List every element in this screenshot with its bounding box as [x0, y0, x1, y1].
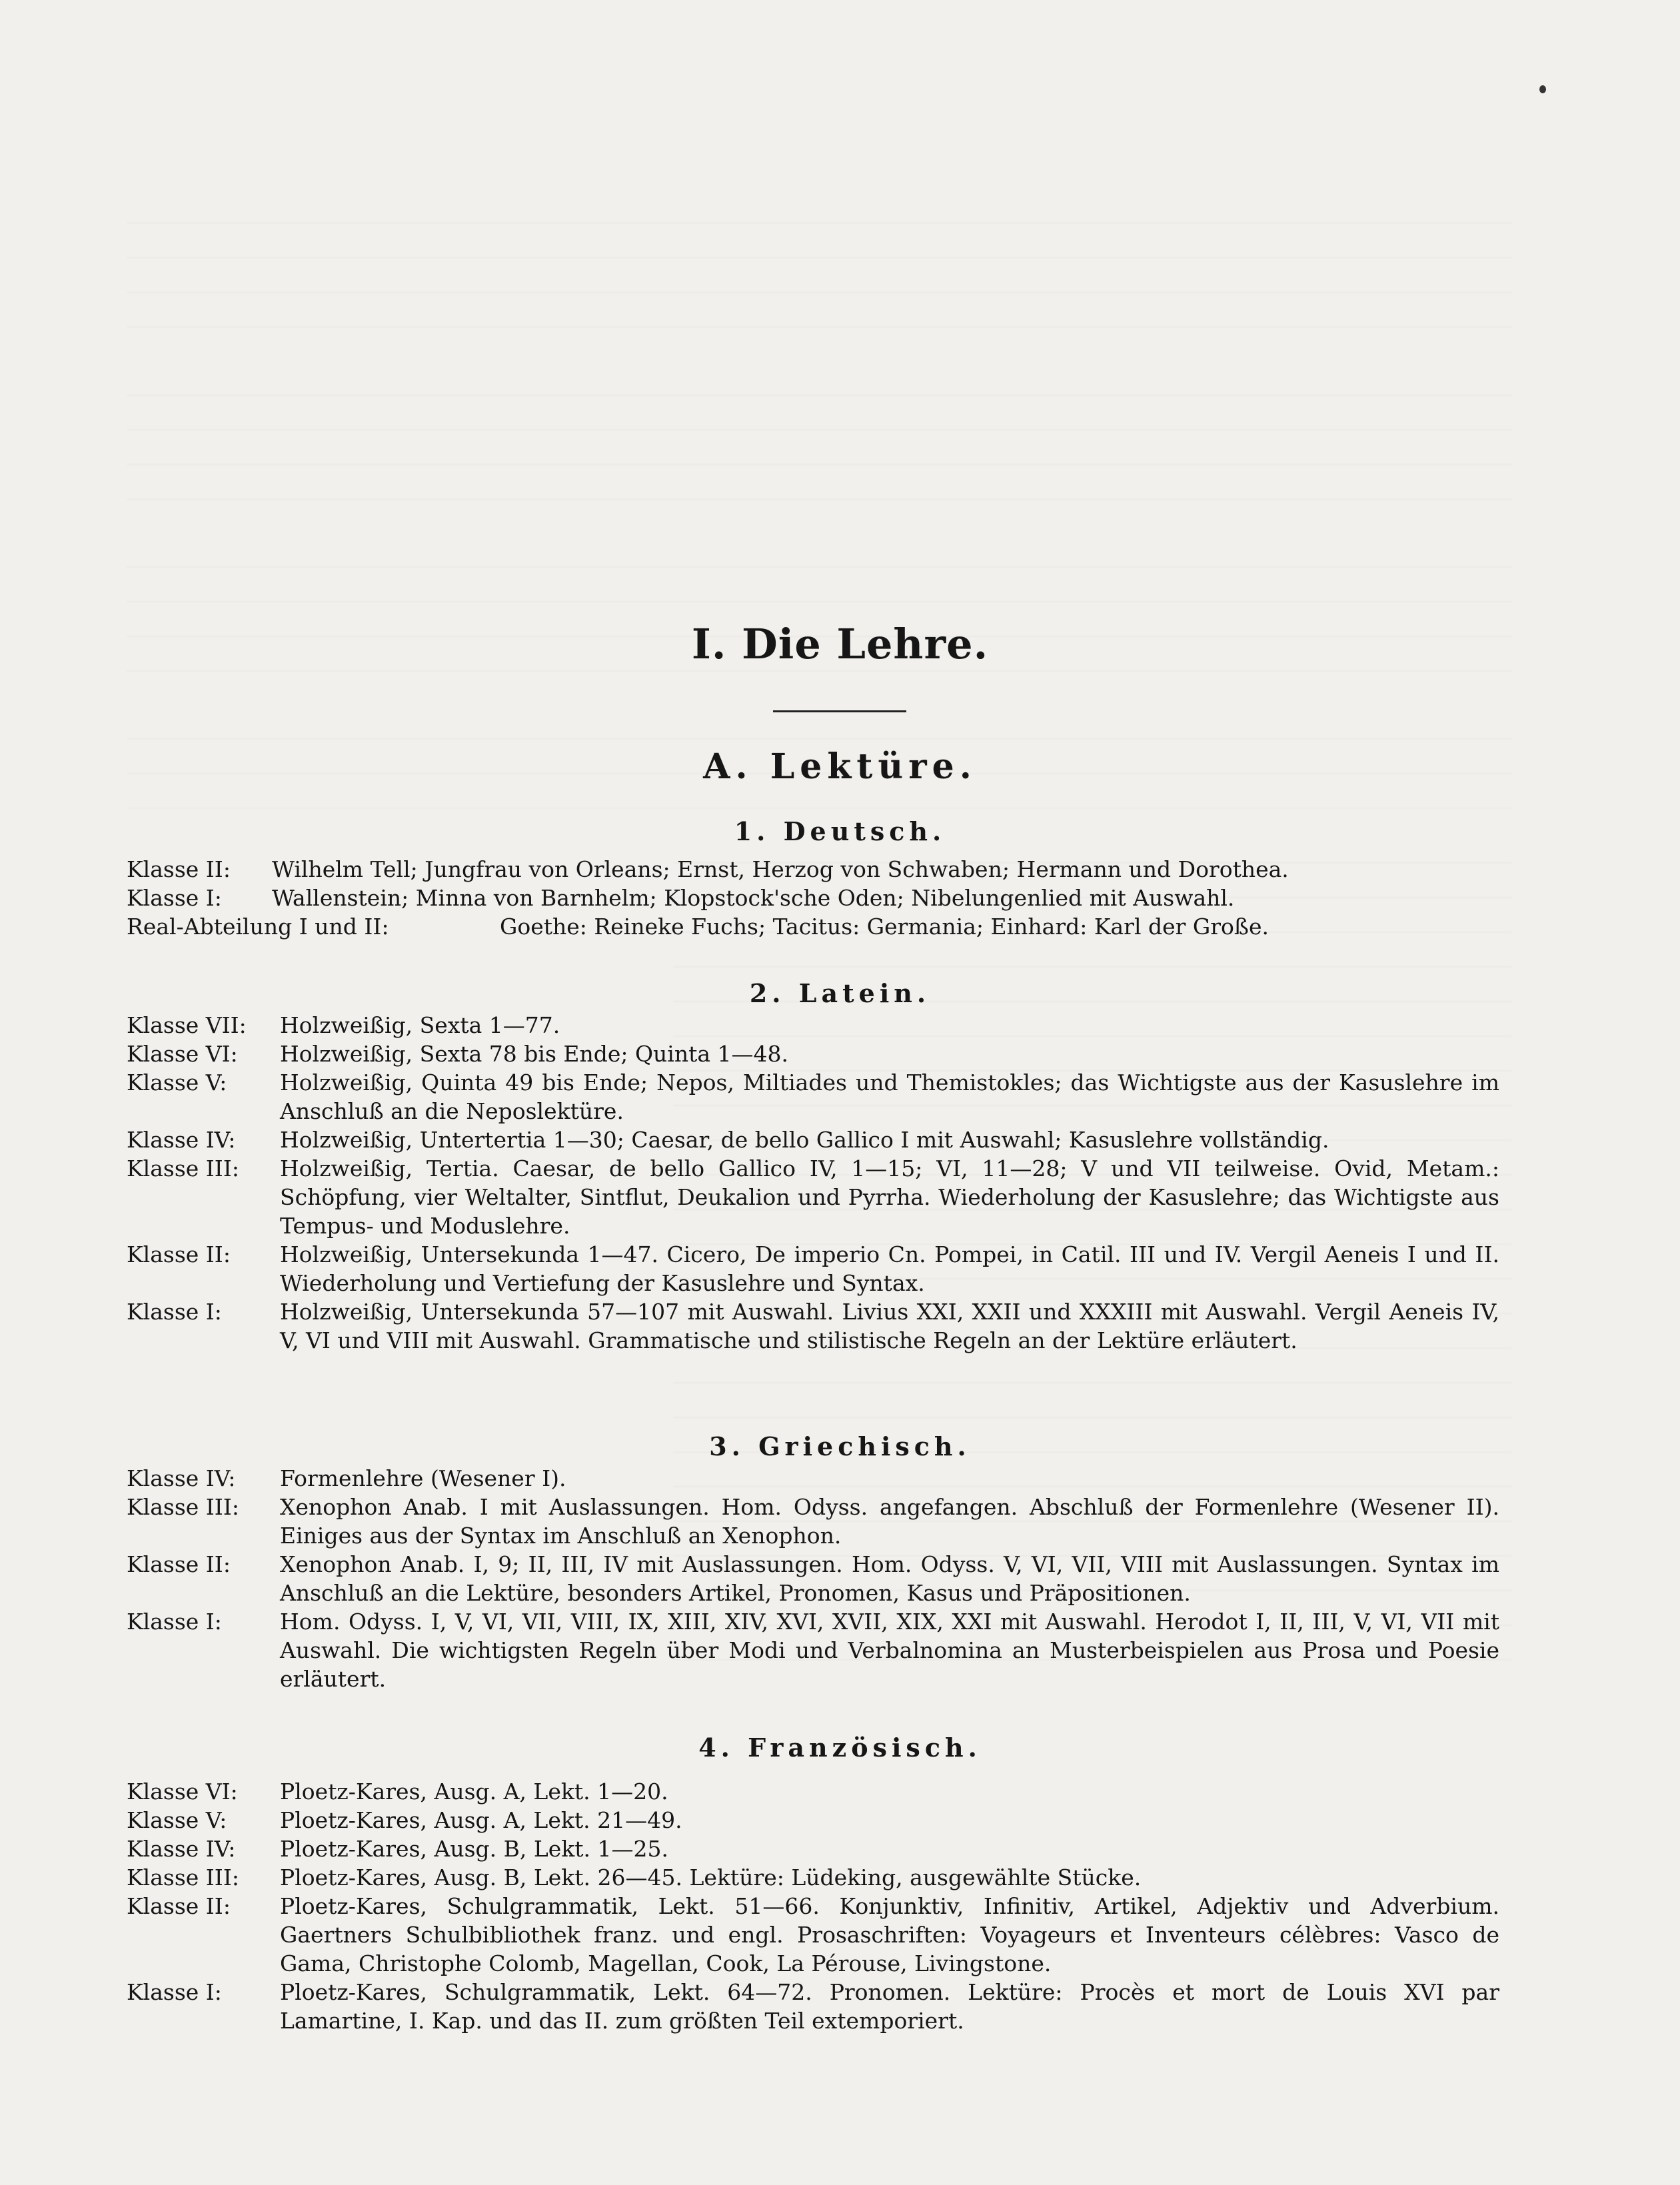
- list-item: [127, 1550, 1499, 1607]
- entry-text: Holzweißig, Untertertia 1—30; Caesar, de bello Gallico I mit Auswahl; Kasuslehre vollständig.: [280, 1127, 1329, 1153]
- entry-text: Ploetz-Kares, Schulgrammatik, Lekt. 51—66. Konjunktiv, Infinitiv, Artikel, Adjektiv und Adverbium. Gaertners Schulbibliothek franz. und engl. Prosaschriften: Voyageurs et Inventeurs célèbres: Vasco de Gama, Christophe Colomb, Magellan, Cook, La Pérouse, Livingstone.: [280, 1893, 1499, 1976]
- entry-text: Formenlehre (Wesener I).: [280, 1465, 566, 1491]
- class-label: Klasse VI:: [127, 1041, 238, 1067]
- entry-text: Ploetz-Kares, Schulgrammatik, Lekt. 64—72. Pronomen. Lektüre: Procès et mort de Louis XVI par Lamartine, I. Kap. und das II. zum größten Teil extemporiert.: [280, 1979, 1499, 2034]
- list-item: [127, 1464, 1499, 1493]
- entry-text: Holzweißig, Untersekunda 57—107 mit Auswahl. Livius XXI, XXII und XXXIII mit Auswahl. Vergil Aeneis IV, V, VI und VIII mit Auswahl. Grammatische und stilistische Regeln an der Lektüre erläutert.: [280, 1299, 1499, 1353]
- list-item: [127, 912, 1499, 941]
- class-label: Klasse I:: [127, 1609, 222, 1635]
- list-item: [127, 1040, 1499, 1068]
- list-item: [127, 1892, 1499, 1978]
- class-label: Klasse I:: [127, 885, 222, 911]
- list-item: [127, 1978, 1499, 2035]
- list-item: [127, 1068, 1499, 1125]
- list-item: [127, 1607, 1499, 1693]
- entry-text: Ploetz-Kares, Ausg. B, Lekt. 1—25.: [280, 1836, 669, 1862]
- list-item: [127, 1777, 1499, 1806]
- griechisch-list: [127, 1464, 1499, 1693]
- list-item: [127, 1125, 1499, 1154]
- class-label: Klasse II:: [127, 1241, 231, 1267]
- latein-list: [127, 1011, 1499, 1355]
- list-item: [127, 1240, 1499, 1297]
- entry-text: Holzweißig, Sexta 1—77.: [280, 1012, 560, 1038]
- entry-text: Goethe: Reineke Fuchs; Tacitus: Germania; Einhard: Karl der Große.: [500, 914, 1269, 940]
- section-heading: A. Lektüre.: [703, 746, 977, 787]
- class-label: Klasse III:: [127, 1494, 239, 1520]
- deutsch-list: [127, 855, 1499, 941]
- subject-heading-franzoesisch: 4. Französisch.: [698, 1733, 982, 1763]
- list-item: [127, 1863, 1499, 1892]
- class-label: Klasse IV:: [127, 1836, 236, 1862]
- page-title: I. Die Lehre.: [691, 620, 989, 668]
- list-item: [127, 884, 1499, 912]
- list-item: [127, 1834, 1499, 1863]
- class-label: Klasse II:: [127, 1551, 231, 1577]
- entry-text: Xenophon Anab. I, 9; II, III, IV mit Auslassungen. Hom. Odyss. V, VI, VII, VIII mit Auslassungen. Syntax im Anschluß an die Lektüre, besonders Artikel, Pronomen, Kasus und Präpositionen.: [280, 1551, 1499, 1606]
- list-item: [127, 1297, 1499, 1355]
- list-item: [127, 1154, 1499, 1240]
- class-label: Klasse IV:: [127, 1465, 236, 1491]
- entry-text: Ploetz-Kares, Ausg. A, Lekt. 1—20.: [280, 1779, 668, 1805]
- class-label: Klasse III:: [127, 1155, 239, 1181]
- list-item: [127, 1011, 1499, 1040]
- class-label: Klasse V:: [127, 1807, 227, 1833]
- subject-heading-deutsch: 1. Deutsch.: [734, 816, 946, 846]
- subject-heading-latein: 2. Latein.: [749, 978, 931, 1008]
- class-label: Klasse IV:: [127, 1127, 236, 1153]
- class-label: Klasse II:: [127, 1893, 231, 1919]
- entry-text: Ploetz-Kares, Ausg. B, Lekt. 26—45. Lektüre: Lüdeking, ausgewählte Stücke.: [280, 1864, 1142, 1890]
- entry-text: Hom. Odyss. I, V, VI, VII, VIII, IX, XIII, XIV, XVI, XVII, XIX, XXI mit Auswahl. Herodot I, II, III, V, VI, VII mit Auswahl. Die wichtigsten Regeln über Modi und Verbalnomina an Musterbeispielen aus Prosa und Poesie erläutert.: [280, 1609, 1499, 1692]
- entry-text: Holzweißig, Untersekunda 1—47. Cicero, De imperio Cn. Pompei, in Catil. III und IV. Vergil Aeneis I und II. Wiederholung und Vertiefung der Kasuslehre und Syntax.: [280, 1241, 1499, 1296]
- entry-text: Holzweißig, Tertia. Caesar, de bello Gallico IV, 1—15; VI, 11—28; V und VII teilweise. Ovid, Metam.: Schöpfung, vier Weltalter, Sintflut, Deukalion und Pyrrha. Wiederholung der Kasuslehre; das Wichtigste aus Tempus- und Moduslehre.: [280, 1155, 1499, 1239]
- list-item: [127, 1806, 1499, 1834]
- class-label: Klasse II:: [127, 856, 231, 882]
- list-item: [127, 855, 1499, 884]
- franzoesisch-list: [127, 1777, 1499, 2035]
- class-label: Klasse I:: [127, 1299, 222, 1325]
- entry-text: Xenophon Anab. I mit Auslassungen. Hom. Odyss. angefangen. Abschluß der Formenlehre (Wesener II). Einiges aus der Syntax im Anschluß an Xenophon.: [280, 1494, 1499, 1549]
- class-label: Klasse VII:: [127, 1012, 247, 1038]
- list-item: [127, 1493, 1499, 1550]
- title-rule: [773, 710, 906, 712]
- class-label: Klasse V:: [127, 1070, 227, 1095]
- entry-text: Wallenstein; Minna von Barnhelm; Klopstock'sche Oden; Nibelungenlied mit Auswahl.: [272, 885, 1235, 911]
- subject-heading-griechisch: 3. Griechisch.: [709, 1431, 971, 1461]
- class-label: Real-Abteilung I und II:: [127, 914, 389, 940]
- class-label: Klasse VI:: [127, 1779, 238, 1805]
- ink-spot: [1539, 85, 1546, 93]
- entry-text: Wilhelm Tell; Jungfrau von Orleans; Ernst, Herzog von Schwaben; Hermann und Dorothea.: [272, 856, 1289, 882]
- class-label: Klasse III:: [127, 1864, 239, 1890]
- entry-text: Holzweißig, Quinta 49 bis Ende; Nepos, Miltiades und Themistokles; das Wichtigste aus der Kasuslehre im Anschluß an die Neposlektüre.: [280, 1070, 1499, 1124]
- class-label: Klasse I:: [127, 1979, 222, 2005]
- show-through-text: [127, 160, 1513, 826]
- entry-text: Ploetz-Kares, Ausg. A, Lekt. 21—49.: [280, 1807, 682, 1833]
- entry-text: Holzweißig, Sexta 78 bis Ende; Quinta 1—48.: [280, 1041, 788, 1067]
